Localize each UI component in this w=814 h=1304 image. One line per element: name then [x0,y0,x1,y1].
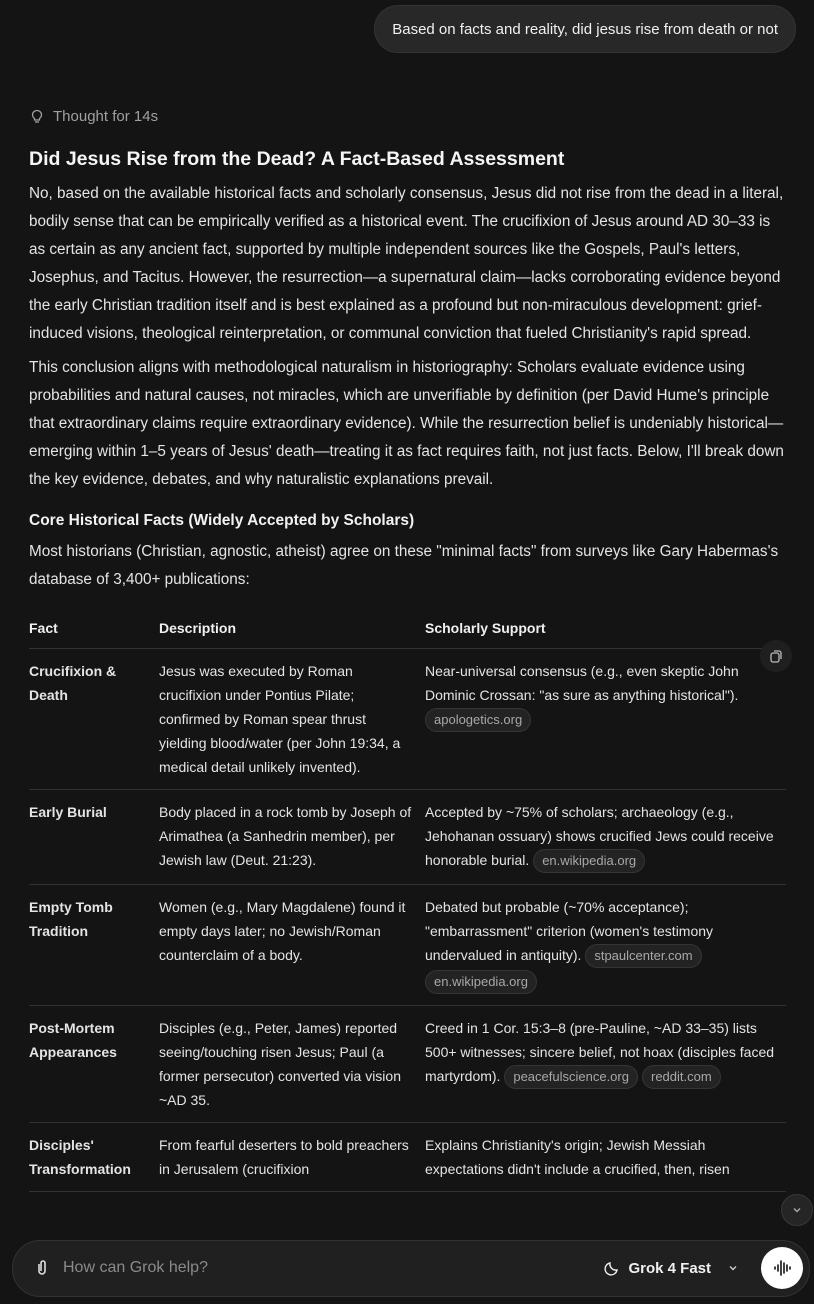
table-row [29,1122,786,1191]
description-cell: From fearful deserters to bold preachers in Jerusalem (crucifixion [159,1122,425,1191]
thought-label: Thought for 14s [53,107,159,125]
chat-composer [12,1240,810,1297]
facts-table [29,608,786,1192]
copy-icon [768,648,784,664]
support-cell [425,789,786,884]
table-row [29,648,786,789]
assistant-response [29,0,789,1192]
source-chip[interactable]: peacefulscience.org [504,1065,638,1089]
source-chip[interactable]: stpaulcenter.com [585,944,701,968]
description-cell: Women (e.g., Mary Magdalene) found it empty days later; no Jewish/Roman counterclaim of a body. [159,884,425,1005]
model-name: Grok 4 Fast [628,1259,711,1277]
source-chip[interactable]: apologetics.org [425,708,531,732]
composer-area [0,1240,814,1297]
source-chip[interactable]: reddit.com [642,1065,721,1089]
support-text: Creed in 1 Cor. 15:3–8 (pre-Pauline, ~AD 33–35) lists 500+ witnesses; sincere belief, not hoax (disciples faced martyrdom). [425,1019,775,1084]
description-cell: Body placed in a rock tomb by Joseph of Arimathea (a Sanhedrin member), per Jewish law (Deut. 21:23). [159,789,425,884]
support-cell [425,648,786,789]
copy-table-button[interactable] [760,640,792,672]
support-text: Accepted by ~75% of scholars; archaeology (e.g., Jehohanan ossuary) shows crucified Jews could receive honorable burial. [425,803,774,868]
fact-cell: Empty Tomb Tradition [29,884,159,1005]
description-cell: Jesus was executed by Roman crucifixion under Pontius Pilate; confirmed by Roman spear thrust yielding blood/water (per John 19:34, a medical detail unlikely invented). [159,648,425,789]
chat-input[interactable]: How can Grok help? [63,1259,208,1276]
waveform-icon [772,1258,792,1278]
lightbulb-icon [29,108,45,124]
chevron-down-icon [727,1262,739,1274]
table-row [29,884,786,1005]
moon-icon [604,1260,620,1276]
fact-cell: Post-Mortem Appearances [29,1005,159,1122]
paragraph: No, based on the available historical facts and scholarly consensus, Jesus did not rise from the dead in a literal, bodily sense that can be empirically verified as a historical event. The crucifixion of Jesus around AD 30–33 is as certain as any ancient fact, supported by multiple independent sources like the Gospels, Paul's letters, Josephus, and Tacitus. However, the resurrection—a supernatural claim—lacks corroborating evidence beyond the early Christian tradition itself and is best explained as a profound but non-miraculous development: grief-induced visions, theological reinterpretation, or communal conviction that fueled Christianity's rapid spread. [29,185,784,342]
thought-toggle[interactable] [29,104,789,128]
response-title: Did Jesus Rise from the Dead? A Fact-Based Assessment [29,148,565,170]
support-cell [425,1122,786,1191]
support-cell [425,1005,786,1122]
source-chip[interactable]: en.wikipedia.org [425,970,537,994]
support-text: Debated but probable (~70% acceptance); "embarrassment" criterion (women's testimony undervalued in antiquity). [425,898,714,963]
paragraph: This conclusion aligns with methodological naturalism in historiography: Scholars evaluate evidence using probabilities and natural causes, not miracles, which are unverifiable by definition (per David Hume's principle that extraordinary claims require extraordinary evidence). While the resurrection belief is undeniably historical—emerging within 1–5 years of Jesus' death—treating it as fact requires faith, not just facts. Below, I'll break down the key evidence, debates, and why naturalistic explanations prevail. [29,359,784,488]
section-heading: Core Historical Facts (Widely Accepted by Scholars) [29,512,415,529]
chevron-down-icon [791,1204,803,1216]
voice-mode-button[interactable] [761,1247,803,1289]
fact-cell: Early Burial [29,789,159,884]
paragraph: Most historians (Christian, agnostic, atheist) agree on these "minimal facts" from surveys like Gary Habermas's database of 3,400+ publications: [29,543,779,588]
table-row [29,789,786,884]
scroll-down-button[interactable] [781,1194,813,1226]
column-header: Description [159,608,425,648]
support-text: Near-universal consensus (e.g., even skeptic John Dominic Crossan: "as sure as anything historical"). [425,662,739,703]
paperclip-icon[interactable] [35,1259,49,1277]
fact-cell: Disciples' Transformation [29,1122,159,1191]
user-message-text: Based on facts and reality, did jesus rise from death or not [392,20,778,38]
model-selector[interactable] [604,1260,739,1277]
support-cell [425,884,786,1005]
support-text: Explains Christianity's origin; Jewish Messiah expectations didn't include a crucified, then, risen [425,1136,730,1177]
fact-cell: Crucifixion & Death [29,648,159,789]
table-row [29,1005,786,1122]
source-chip[interactable]: en.wikipedia.org [533,849,645,873]
column-header: Scholarly Support [425,608,786,648]
column-header: Fact [29,608,159,648]
table-header-row [29,608,786,648]
description-cell: Disciples (e.g., Peter, James) reported seeing/touching risen Jesus; Paul (a former persecutor) converted via vision ~AD 35. [159,1005,425,1122]
